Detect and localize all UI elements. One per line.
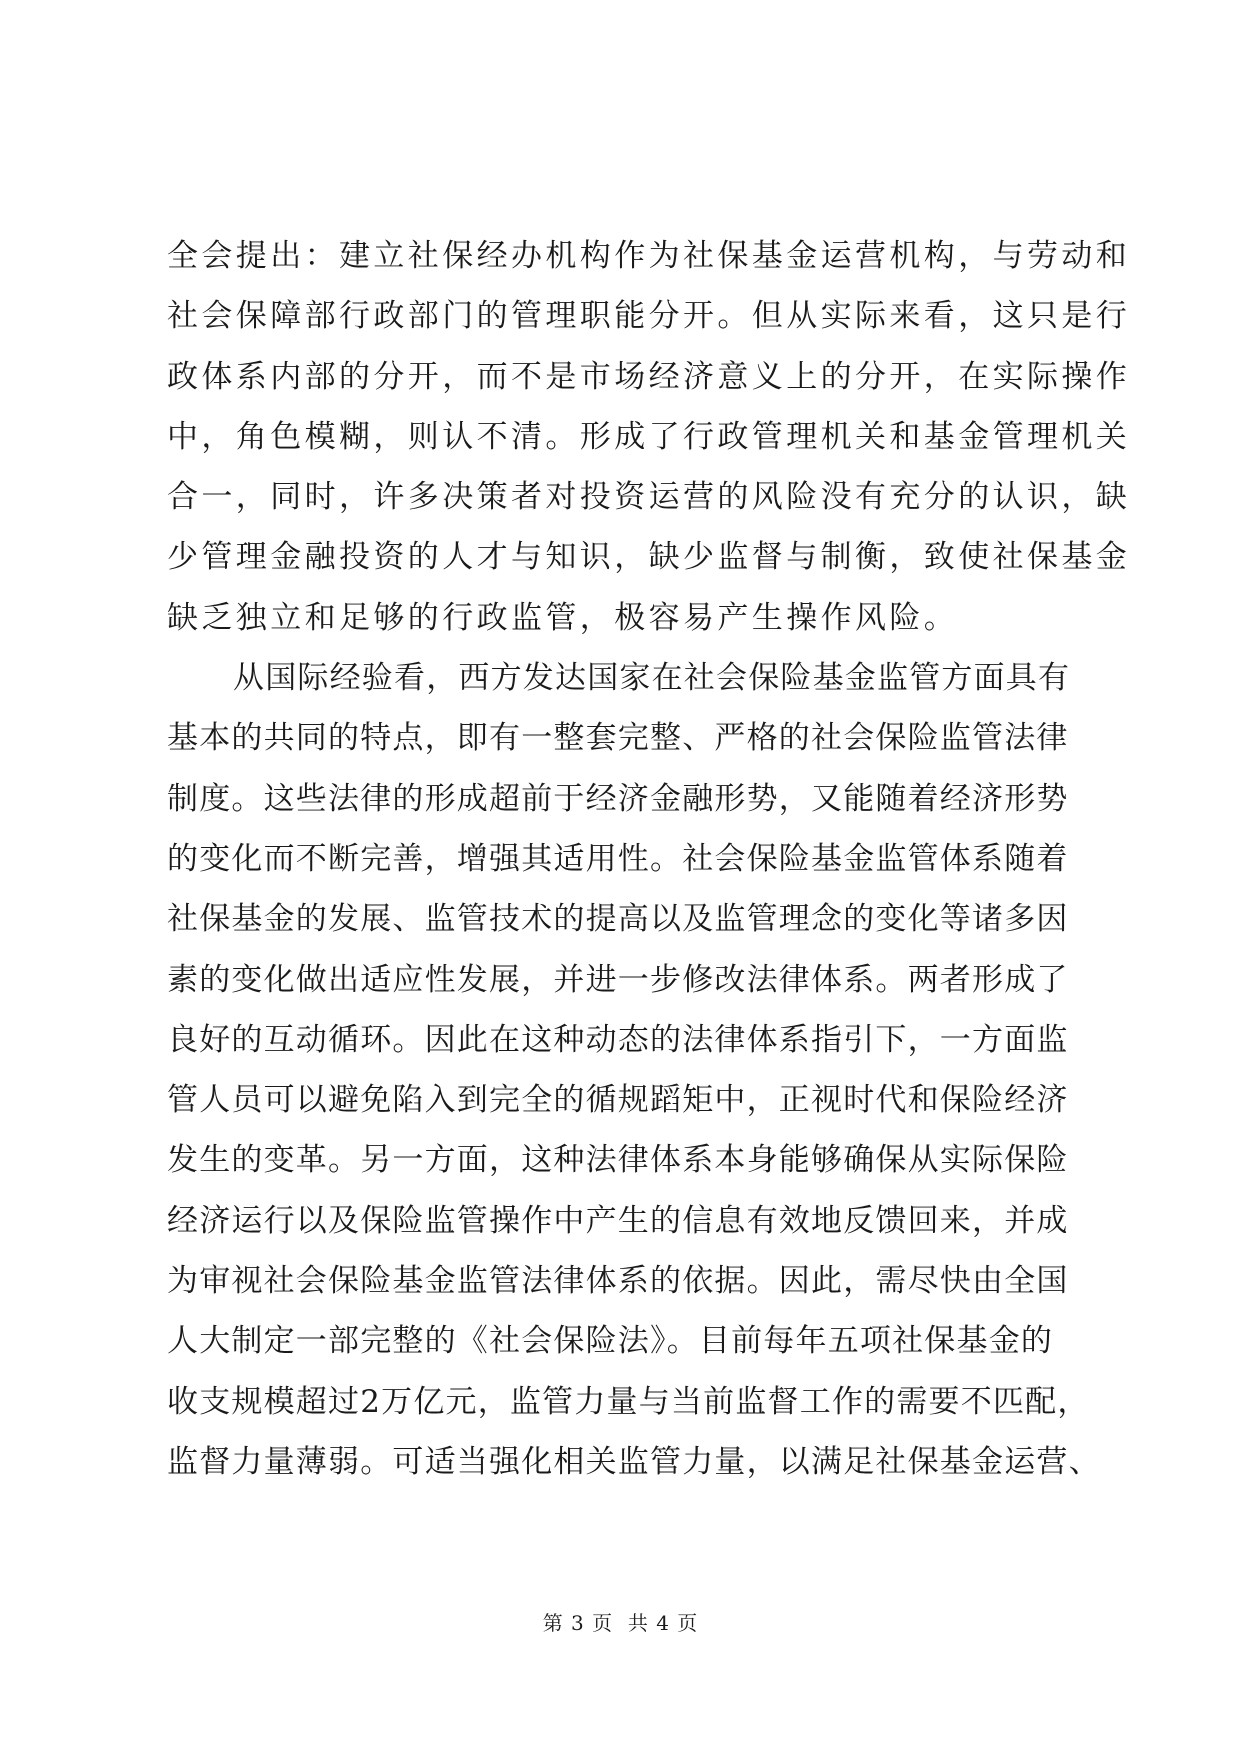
text-line: 经济运行以及保险监管操作中产生的信息有效地反馈回来，并成 [167,1202,1069,1239]
text-line: 收支规模超过2万亿元，监管力量与当前监督工作的需要不匹配， [167,1383,1090,1420]
text-line: 社保基金的发展、监管技术的提高以及监管理念的变化等诸多因 [167,901,1069,938]
text-line: 中，角色模糊，则认不清。形成了行政管理机关和基金管理机关 [167,418,1131,455]
text-line: 为审视社会保险基金监管法律体系的依据。因此，需尽快由全国 [167,1263,1069,1300]
text-line: 人大制定一部完整的《社会保险法》。目前每年五项社保基金的 [167,1323,1054,1360]
page-footer [0,1610,1241,1636]
text-line: 的变化而不断完善，增强其适用性。社会保险基金监管体系随着 [167,840,1069,877]
text-line: 监督力量薄弱。可适当强化相关监管力量，以满足社保基金运营、 [167,1443,1101,1480]
page-number: 第 3 页 共 4 页 [542,1611,699,1635]
text-line: 政体系内部的分开，而不是市场经济意义上的分开，在实际操作 [167,358,1131,395]
text-line: 合一，同时，许多决策者对投资运营的风险没有充分的认识，缺 [167,479,1131,516]
text-line: 发生的变革。另一方面，这种法律体系本身能够确保从实际保险 [167,1142,1069,1179]
paragraph-first-line: 从国际经验看，西方发达国家在社会保险基金监管方面具有 [233,660,1071,697]
text-line: 制度。这些法律的形成超前于经济金融形势，又能随着经济形势 [167,780,1069,817]
text-line: 良好的互动循环。因此在这种动态的法律体系指引下，一方面监 [167,1021,1069,1058]
text-line: 基本的共同的特点，即有一整套完整、严格的社会保险监管法律 [167,720,1069,757]
text-line: 缺乏独立和足够的行政监管，极容易产生操作风险。 [167,599,959,636]
text-line: 少管理金融投资的人才与知识，缺少监督与制衡，致使社保基金 [167,539,1131,576]
body-text [167,226,1131,1492]
text-line: 管人员可以避免陷入到完全的循规蹈矩中，正视时代和保险经济 [167,1082,1069,1119]
text-line: 素的变化做出适应性发展，并进一步修改法律体系。两者形成了 [167,961,1069,998]
text-line: 全会提出：建立社保经办机构作为社保基金运营机构，与劳动和 [167,238,1131,274]
text-line: 社会保障部行政部门的管理职能分开。但从实际来看，这只是行 [167,298,1131,335]
